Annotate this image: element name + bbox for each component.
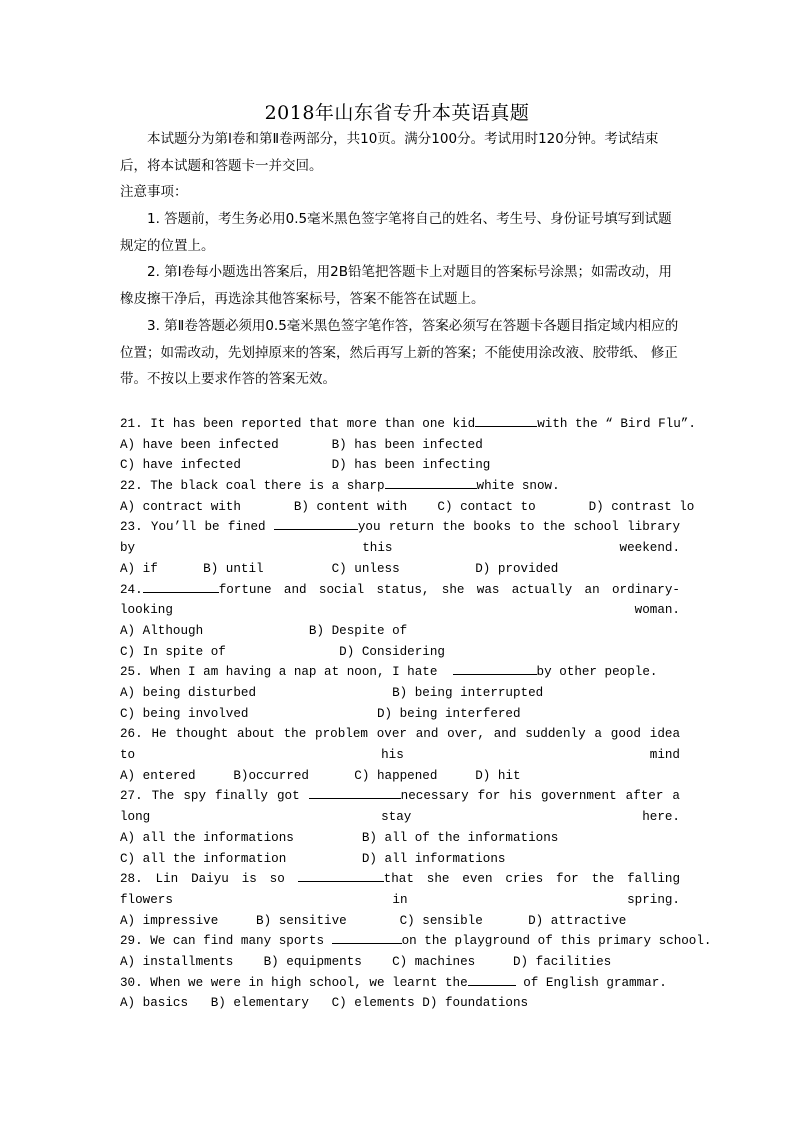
question-text: you return the books to the school library by this weekend. — [120, 520, 680, 556]
question-line — [120, 662, 680, 683]
question-text: 29. We can find many sports — [120, 934, 332, 949]
question-text: 22. The black coal there is a sharp — [120, 479, 385, 494]
question-text: of English grammar. — [515, 975, 667, 990]
options-line: A) Although B) Despite of — [120, 623, 408, 638]
options-line: A) have been infected B) has been infected — [120, 437, 483, 452]
question-text: by other people. — [536, 665, 658, 680]
question-line — [120, 414, 696, 435]
question-line — [120, 580, 680, 621]
answer-blank — [143, 580, 219, 593]
question-text: necessary for his government after a long stay here. — [120, 789, 680, 825]
answer-blank — [475, 414, 537, 427]
options-line: A) installments B) equipments C) machines D) facilities — [120, 954, 612, 969]
notice-item-text: 2. 第Ⅰ卷每小题选出答案后，用2B铅笔把答题卡上对题目的答案标号涂黑；如需改动，用橡皮擦干净后，再选涂其他答案标号，答案不能答在试题上。 — [120, 264, 673, 307]
answer-blank — [468, 973, 516, 986]
options-line: A) all the informations B) all of the informations — [120, 830, 559, 845]
question-text: fortune and social status, she was actually an ordinary-looking woman. — [120, 582, 680, 618]
options-line: C) have infected D) has been infecting — [120, 458, 491, 473]
notice-item-2 — [120, 259, 680, 312]
intro-paragraph — [120, 126, 680, 179]
answer-blank — [453, 662, 537, 675]
options-line: A) being disturbed B) being interrupted — [120, 685, 544, 700]
question-text: 27. The spy finally got — [120, 789, 309, 804]
options-line: A) if B) until C) unless D) provided — [120, 561, 559, 576]
question-line — [120, 931, 712, 952]
answer-blank — [332, 931, 402, 944]
question-text: with the “ Bird Flu”. — [537, 417, 696, 431]
answer-blank — [385, 476, 477, 489]
page-title: 2018年山东省专升本英语真题 — [264, 102, 530, 124]
options-line: C) being involved D) being interfered — [120, 706, 521, 721]
notice-item-1 — [120, 206, 680, 259]
question-line — [120, 973, 680, 994]
notice-item-3 — [120, 313, 680, 393]
question-text: 23. You’ll be fined — [120, 520, 274, 535]
intro-text: 本试题分为第Ⅰ卷和第Ⅱ卷两部分，共10页。满分100分。考试用时120分钟。考试结束后，将本试题和答题卡一并交回。 — [120, 131, 659, 174]
question-line — [120, 869, 680, 910]
question-line: 26. He thought about the problem over and over, and suddenly a good idea to his mind — [120, 727, 680, 763]
question-text: 30. When we were in high school, we learnt the — [120, 975, 468, 990]
options-line: A) contract with B) content with C) contact to D) contrast lo — [120, 499, 695, 514]
options-line: C) all the information D) all informations — [120, 851, 506, 866]
answer-blank — [298, 869, 384, 882]
options-line: A) impressive B) sensitive C) sensible D) attractive — [120, 913, 627, 928]
question-text: 21. It has been reported that more than one kid — [120, 417, 476, 431]
question-text: 24. — [120, 582, 143, 597]
notice-item-text: 1. 答题前，考生务必用0.5毫米黑色签字笔将自己的姓名、考生号、身份证号填写到试题规定的位置上。 — [120, 211, 672, 254]
question-text: 28. Lin Daiyu is so — [120, 872, 298, 887]
question-line — [120, 476, 680, 497]
answer-blank — [309, 786, 401, 799]
options-line: C) In spite of D) Considering — [120, 644, 445, 659]
question-text: white snow. — [476, 479, 560, 494]
question-line — [120, 786, 680, 827]
options-line: A) entered B)occurred C) happened D) hit — [120, 768, 521, 783]
question-list — [120, 414, 712, 1014]
question-text: 25. When I am having a nap at noon, I hate — [120, 665, 453, 680]
question-line — [120, 517, 680, 558]
options-line: A) basics B) elementary C) elements D) foundations — [120, 996, 529, 1011]
answer-blank — [274, 517, 358, 530]
notice-label: 注意事项： — [120, 184, 188, 200]
notice-item-text: 3. 第Ⅱ卷答题必须用0.5毫米黑色签字笔作答，答案必须写在答题卡各题目指定域内相应的位置；如需改动，先划掉原来的答案，然后再写上新的答案；不能使用涂改液、胶带纸、 修正带。不按以上要求作答的答案无效。 — [120, 318, 679, 387]
question-text: that she even cries for the falling flowers in spring. — [120, 872, 680, 907]
question-text: on the playground of this primary school. — [401, 934, 712, 949]
notice-heading — [120, 179, 680, 206]
